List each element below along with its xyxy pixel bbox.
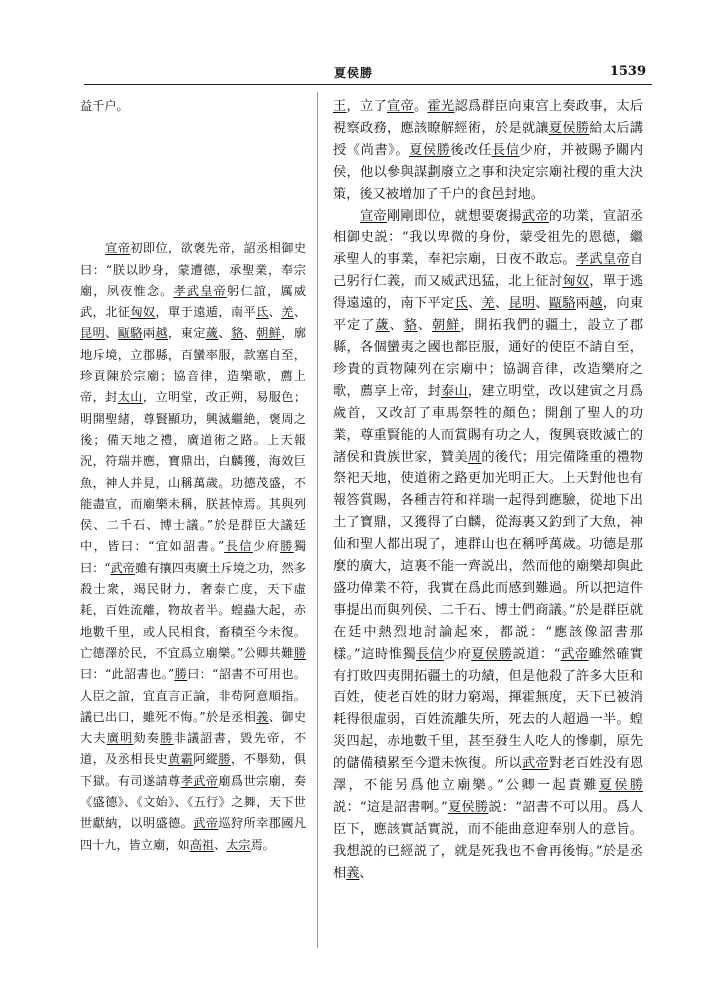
proper-noun: 勝 bbox=[174, 667, 188, 682]
proper-noun: 朝鮮 bbox=[256, 326, 282, 341]
proper-noun: 越 bbox=[589, 296, 603, 312]
proper-noun: 夏侯勝 bbox=[548, 120, 590, 136]
proper-noun: 長信 bbox=[416, 646, 444, 662]
proper-noun: 孝武皇帝 bbox=[575, 252, 630, 268]
proper-noun: 越 bbox=[155, 326, 169, 341]
proper-noun: 氐 bbox=[256, 305, 269, 320]
right-paragraph-2: 宣帝剛剛即位，就想要褒揚武帝的功業，宣詔丞相御史説：“我以卑微的身份，蒙受祖先的恩德，繼承聖人的事業，奉祀宗廟，日夜不敢忘。孝武皇帝自己躬行仁義，而又威武迅猛，北上征討匈奴，單于逃得遠遠的，南下平定氐、羌、昆明、甌駱兩越，向東平定了薉、貉、朝鮮，開拓我們的疆土，設立了郡縣，各個蠻夷之國也都臣服，通好的使臣不請自至，珍貴的貢物陳列在宗廟中；協調音律，改造樂府之歌，薦享上帝，封泰山，建立明堂，改以建寅之月爲歲首，又改訂了車馬祭牲的顏色；開創了聖人的功業，尊重賢能的人而賞賜有功之人，復興衰敗滅亡的諸侯和貴族世家，贊美周的後代；用完備隆重的禮物祭祀天地，使道術之路更加光明正大。上天對他也有報答賞賜，各種吉符和祥瑞一起得到應驗，從地下出土了寶鼎，又獲得了白麟，從海裏又釣到了大魚，神仙和聖人都出現了，連群山也在稱呼萬歲。功德是那麼的廣大，這裏不能一齊説出，然而他的廟樂却與此盛功偉業不符，我實在爲此而感到難過。所以把這件事提出而與列侯、二千石、博士們商議。”於是群臣就在廷中熱烈地討論起來，都説：“應該像詔書那樣。”這時惟獨長信少府夏侯勝説道：“武帝雖然確實有打敗四夷開拓疆土的功績，但是他殺了許多大臣和百姓，使老百姓的財力窮竭，揮霍無度，天下已被消耗得很虛弱，百姓流離失所，死去的人超過一半。蝗災四起，赤地數千里，甚至發生人吃人的慘劇，原先的儲備積累至今還未恢復。所以武帝對老百姓没有恩澤，不能另爲他立廟樂。”公卿一起責難夏侯勝説：“這是詔書啊。”夏侯勝説：“詔書不可以用。爲人臣下，應該實話實説，而不能曲意迎奉别人的意旨。我想説的已經説了，就是死我也不會再後悔。”於是丞相義、 bbox=[333, 208, 644, 881]
proper-noun: 昆明 bbox=[508, 296, 536, 312]
proper-noun: 霍光 bbox=[427, 99, 455, 114]
right-paragraph-1: 王，立了宣帝。霍光認爲群臣向東宫上奏政事，太后視察政務，應該瞭解經術，於是就讓夏侯勝給太后講授《尚書》。夏侯勝後改任長信少府，并被賜予關内侯，他以參與謀劃廢立之事和決定宗廟社稷的重大決策，後又被增加了千户的食邑封地。 bbox=[333, 99, 644, 202]
proper-noun: 薉 bbox=[375, 318, 390, 334]
proper-noun: 廣明 bbox=[106, 731, 134, 746]
proper-noun: 黄霸 bbox=[168, 752, 194, 767]
proper-noun: 武帝 bbox=[521, 208, 549, 224]
proper-noun: 泰山 bbox=[440, 383, 468, 399]
proper-noun: 夏侯勝 bbox=[471, 646, 513, 662]
proper-noun: 長信 bbox=[224, 539, 253, 554]
header-rule bbox=[84, 84, 652, 85]
left-paragraph: 宣帝初即位，欲褒先帝，詔丞相御史曰：“朕以眇身，蒙遭德，承聖業，奉宗廟，夙夜惟念。孝武皇帝躬仁誼，厲威武，北征匈奴，單于遠遁，南平氐、羌、昆明、甌駱兩越，東定薉、貉、朝鮮，廓地斥境，立郡縣，百蠻率服，款塞自至，珍貢陳於宗廟；協音律，造樂歌，薦上帝，封太山，立明堂，改正朔，易服色；明開聖緒，尊賢顯功，興滅繼絶，褒周之後；備天地之禮，廣道術之路。上天報況，符瑞并應，寶鼎出，白麟獲，海效巨魚，神人并見，山稱萬歲。功德茂盛，不能盡宣，而廟樂未稱，朕甚悼焉。其與列侯、二千石、博士議。”於是群臣大議廷中，皆曰：“宜如詔書。”長信少府勝獨曰：“武帝雖有攘四夷廣土斥境之功，然多殺士衆，竭民財力，奢泰亡度，天下虛耗，百姓流離，物故者半。蝗蟲大起，赤地數千里，或人民相食，畜積至今未復。亡德澤於民，不宜爲立廟樂。”公卿共難勝曰：“此詔書也。”勝曰：“詔書不可用也。人臣之誼，宜直言正論，非苟阿意順指。議已出口，雖死不悔。”於是丞相義、御史大夫廣明劾奏勝非議詔書，毀先帝，不道，及丞相長史黄霸阿縱勝，不舉劾，俱下獄。有司遂請尊孝武帝廟爲世宗廟，奏《盛德》、《文始》、《五行》之舞，天下世世獻納，以明盛德。武帝巡狩所幸郡國凡四十九，皆立廟，如高祖、太宗焉。 bbox=[80, 241, 307, 852]
proper-noun: 羌 bbox=[481, 296, 495, 312]
proper-noun: 昆明 bbox=[80, 326, 106, 341]
proper-noun: 武帝 bbox=[193, 816, 219, 831]
proper-noun: 甌駱 bbox=[117, 326, 143, 341]
running-title: 夏侯勝 bbox=[334, 66, 374, 80]
proper-noun: 勝 bbox=[160, 731, 174, 746]
proper-noun: 甌駱 bbox=[548, 296, 576, 312]
proper-noun: 貉 bbox=[230, 326, 244, 341]
column-divider bbox=[317, 92, 318, 948]
proper-noun: 夏侯勝 bbox=[447, 800, 489, 815]
proper-noun: 長信 bbox=[491, 142, 520, 158]
left-intro-line: 益千户。 bbox=[80, 99, 129, 113]
proper-noun: 勝 bbox=[218, 752, 231, 767]
proper-noun: 高祖 bbox=[189, 837, 215, 852]
right-column-translation bbox=[333, 96, 643, 885]
proper-noun: 武帝 bbox=[521, 756, 549, 772]
proper-noun: 武帝 bbox=[560, 646, 589, 662]
proper-noun: 匈奴 bbox=[562, 274, 590, 290]
page-header bbox=[0, 0, 716, 84]
proper-noun: 武帝 bbox=[110, 560, 136, 575]
proper-noun: 太宗 bbox=[226, 837, 251, 852]
proper-noun: 匈奴 bbox=[130, 305, 156, 320]
proper-noun: 勝 bbox=[280, 539, 294, 554]
proper-noun: 太山 bbox=[117, 390, 143, 405]
proper-noun: 孝武皇帝 bbox=[173, 283, 227, 298]
proper-noun: 義 bbox=[346, 865, 360, 881]
proper-noun: 薉 bbox=[205, 326, 219, 341]
proper-noun: 義 bbox=[256, 709, 269, 724]
left-column-original-text bbox=[80, 96, 306, 856]
proper-noun: 羌 bbox=[281, 305, 294, 320]
proper-noun: 宣帝 bbox=[105, 241, 131, 256]
proper-noun: 夏侯勝 bbox=[409, 142, 451, 158]
proper-noun: 王 bbox=[333, 99, 347, 114]
proper-noun: 夏侯勝 bbox=[598, 778, 644, 794]
page-number: 1539 bbox=[609, 64, 646, 79]
proper-noun: 朝鮮 bbox=[431, 318, 461, 334]
proper-noun: 周 bbox=[467, 449, 482, 465]
proper-noun: 孝武帝 bbox=[180, 773, 219, 788]
proper-noun: 氐 bbox=[454, 296, 468, 312]
proper-noun: 宣帝 bbox=[359, 208, 387, 224]
proper-noun: 貉 bbox=[403, 318, 418, 334]
proper-noun: 勝 bbox=[293, 645, 306, 660]
proper-noun: 宣帝 bbox=[386, 99, 414, 114]
